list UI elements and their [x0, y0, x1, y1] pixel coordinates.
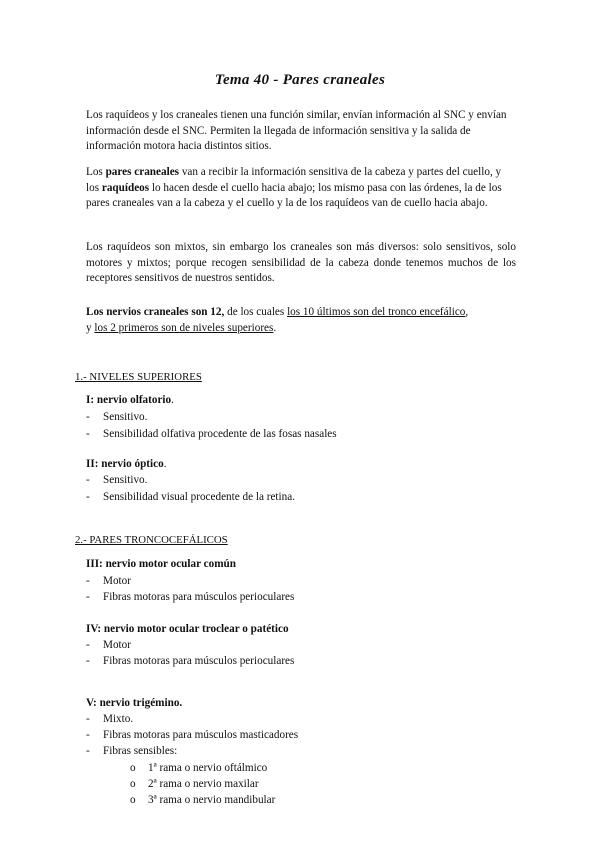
nerve-title-trigemino: V: nervio trigémino.	[86, 697, 183, 709]
page-title: Tema 40 - Pares craneales	[214, 72, 386, 88]
nerve-title-motor-ocular-comun: III: nervio motor ocular común	[86, 558, 236, 570]
section-heading-niveles-superiores: 1.- NIVELES SUPERIORES	[75, 371, 202, 383]
nerve-title-optico: II: nervio óptico.	[86, 458, 167, 470]
nerve-title-troclear: IV: nervio motor ocular troclear o patético	[86, 623, 289, 635]
list-item: - Fibras motoras para músculos masticadores	[86, 729, 299, 741]
underlined-phrase-1: los 10 últimos son del tronco encefálico	[287, 306, 466, 318]
intro-paragraph-1: Los raquídeos y los craneales tienen una función similar, envían información al SNC y envían información desde el SNC. Permiten la llegada de información sensitiva y la salida de información motora hacia distintos sitios.	[86, 109, 507, 153]
list-item: - Sensibilidad visual procedente de la retina.	[86, 491, 295, 503]
intro-paragraph-4: Los nervios craneales son 12, de los cuales los 10 últimos son del tronco encefálico, y los 2 primeros son de niveles superiores.	[86, 306, 469, 334]
underlined-phrase-2: los 2 primeros son de niveles superiores	[94, 321, 274, 334]
list-item: - Sensibilidad olfativa procedente de las fosas nasales	[86, 428, 337, 440]
sub-list-item: o 1ª rama o nervio oftálmico	[130, 762, 268, 774]
list-item: - Fibras sensibles:	[86, 745, 178, 757]
section-heading-pares-troncocefalicos: 2.- PARES TRONCOCEFÁLICOS	[75, 534, 228, 546]
nerve-title-olfatorio: I: nervio olfatorio.	[86, 394, 174, 406]
term-nervios-craneales: Los nervios craneales son 12,	[86, 306, 225, 318]
term-raquideos: raquídeos	[101, 181, 150, 194]
list-item: - Motor	[86, 639, 131, 651]
sub-list-item: o 3ª rama o nervio mandibular	[130, 794, 276, 806]
intro-paragraph-2: Los pares craneales van a recibir la información sensitiva de la cabeza y partes del cuello, y los raquídeos lo hacen desde el cuello hacia abajo; los mismo pasa con las órdenes, la de los pares craneales van a la cabeza y el cuello y la de los raquídeos van de cuello hacia abajo.	[86, 166, 502, 210]
intro-paragraph-3: Los raquídeos son mixtos, sin embargo los craneales son más diversos: solo sensitivos, solo motores y mixtos; porque recogen sensibilidad de la cabeza donde tenemos muchos de los receptores sensitivos de nuestros sentidos.	[86, 241, 516, 285]
list-item: - Motor	[86, 575, 131, 587]
sub-list-item: o 2ª rama o nervio maxilar	[130, 778, 259, 790]
list-item: - Fibras motoras para músculos perioculares	[86, 655, 295, 667]
term-pares-craneales: pares craneales	[105, 166, 180, 178]
list-item: - Sensitivo.	[86, 474, 148, 486]
list-item: - Sensitivo.	[86, 411, 148, 423]
list-item: - Mixto.	[86, 713, 134, 725]
list-item: - Fibras motoras para músculos perioculares	[86, 591, 295, 603]
